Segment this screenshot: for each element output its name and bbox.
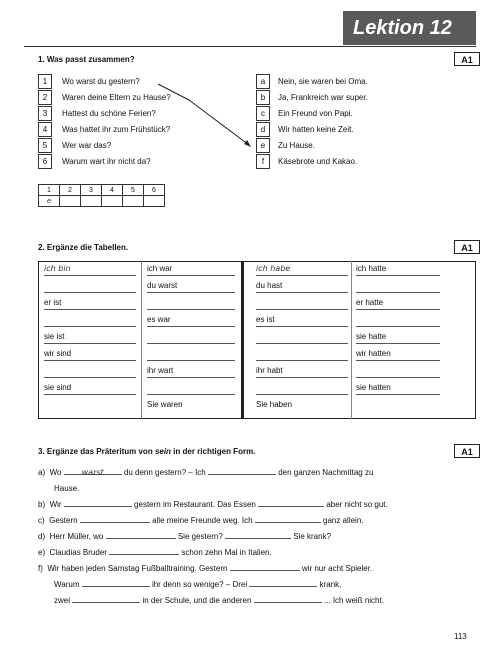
question-number: 5 — [38, 138, 52, 153]
answer-text: Nein, sie waren bei Oma. — [278, 77, 368, 86]
table-underline — [44, 343, 136, 344]
table-underline — [256, 343, 348, 344]
table-underline — [44, 377, 136, 378]
question-text: Wer war das? — [62, 141, 112, 150]
table-underline — [256, 360, 348, 361]
answer-text: Käsebrote und Kakao. — [278, 157, 358, 166]
answer-letter: a — [256, 74, 270, 89]
table-underline — [44, 292, 136, 293]
question-number: 1 — [38, 74, 52, 89]
table-underline — [147, 275, 235, 276]
table-underline — [356, 360, 440, 361]
question-text: Warum wart ihr nicht da? — [62, 157, 151, 166]
item-a: a) Wo warst du denn gestern? – Ich den ganzen Nachmittag zu — [38, 465, 478, 481]
table-underline — [147, 377, 235, 378]
blank-f3[interactable] — [249, 577, 317, 587]
table-underline — [356, 292, 440, 293]
table-cell: wir sind — [44, 349, 72, 358]
answer-text: Ein Freund von Papi. — [278, 109, 353, 118]
item-b: b) Wir gestern im Restaurant. Das Essen aber nicht so gut. — [38, 497, 478, 513]
grid-answer[interactable]: e — [39, 196, 60, 207]
item-f: f) Wir haben jeden Samstag Fußballtraining. Gestern wir nur acht Spieler. — [38, 561, 478, 577]
item-c: c) Gestern alle meine Freunde weg. Ich ganz allein. — [38, 513, 478, 529]
blank-c2[interactable] — [255, 513, 321, 523]
exercise-3-title: 3. Ergänze das Präteritum von sein in der richtigen Form. — [38, 447, 256, 456]
matching-arrows — [0, 0, 500, 200]
question-text: Was hattet ihr zum Frühstück? — [62, 125, 171, 134]
answer-letter: c — [256, 106, 270, 121]
table-underline — [147, 326, 235, 327]
table-cell: sie sind — [44, 383, 72, 392]
question-number: 3 — [38, 106, 52, 121]
question-text: Waren deine Eltern zu Hause? — [62, 93, 171, 102]
grid-answer[interactable] — [60, 196, 81, 207]
answer-letter: f — [256, 154, 270, 169]
table-cell: du warst — [147, 281, 178, 290]
item-a-cont: Hause. — [54, 484, 80, 493]
grid-number: 6 — [144, 185, 165, 196]
exercise-1-answer-grid — [38, 184, 165, 207]
grid-number: 1 — [39, 185, 60, 196]
question-text: Wo warst du gestern? — [62, 77, 140, 86]
level-badge-2: A1 — [454, 240, 480, 254]
table-underline — [147, 394, 235, 395]
blank-f4[interactable] — [72, 593, 140, 603]
grid-answer[interactable] — [81, 196, 102, 207]
lesson-title: Lektion 12 — [343, 11, 476, 45]
table-underline — [256, 377, 348, 378]
table-underline — [356, 343, 440, 344]
grid-number: 2 — [60, 185, 81, 196]
blank-f5[interactable] — [254, 593, 322, 603]
page-number: 113 — [454, 632, 467, 641]
blank-b1[interactable] — [64, 497, 132, 507]
table-underline — [256, 292, 348, 293]
table-underline — [44, 326, 136, 327]
item-e: e) Claudias Bruder schon zehn Mal in Italien. — [38, 545, 478, 561]
table-underline — [256, 394, 348, 395]
table-cell: sie ist — [44, 332, 65, 341]
table-underline — [356, 275, 440, 276]
table-cell: sie hatten — [356, 383, 391, 392]
blank-f1[interactable] — [230, 561, 300, 571]
table-divider — [241, 261, 244, 419]
grid-number: 4 — [102, 185, 123, 196]
blank-d1[interactable] — [106, 529, 176, 539]
table-cell: Sie waren — [147, 400, 183, 409]
table-cell: ihr habt — [256, 366, 283, 375]
answer-letter: e — [256, 138, 270, 153]
table-underline — [44, 275, 136, 276]
table-underline — [256, 275, 348, 276]
question-number: 6 — [38, 154, 52, 169]
table-cell: ich habe — [256, 264, 291, 273]
table-underline — [256, 326, 348, 327]
table-cell: er hatte — [356, 298, 384, 307]
exercise-2-title: 2. Ergänze die Tabellen. — [38, 243, 129, 252]
item-f-cont-2: zwei in der Schule, und die anderen ... Ich weiß nicht. — [38, 593, 478, 609]
item-d: d) Herr Müller, wo Sie gestern? Sie krank? — [38, 529, 478, 545]
table-underline — [356, 394, 440, 395]
table-underline — [356, 309, 440, 310]
grid-answer[interactable] — [102, 196, 123, 207]
answer-text: Ja, Frankreich war super. — [278, 93, 368, 102]
right-column-divider — [351, 261, 352, 419]
blank-a2[interactable] — [208, 465, 276, 475]
table-cell: es war — [147, 315, 171, 324]
left-column-divider — [141, 261, 142, 419]
table-underline — [147, 360, 235, 361]
grid-number: 3 — [81, 185, 102, 196]
question-number: 4 — [38, 122, 52, 137]
blank-f2[interactable] — [82, 577, 150, 587]
item-f-cont-1: Warum ihr denn so wenige? – Drei krank, — [38, 577, 478, 593]
exercise-3-body — [38, 465, 478, 609]
table-cell: wir hatten — [356, 349, 391, 358]
table-underline — [44, 394, 136, 395]
table-cell: du hast — [256, 281, 283, 290]
grid-answer[interactable] — [123, 196, 144, 207]
arrow-line-1 — [158, 84, 189, 100]
blank-e1[interactable] — [109, 545, 179, 555]
blank-c1[interactable] — [80, 513, 150, 523]
blank-a1[interactable]: warst — [64, 465, 122, 475]
table-cell: er ist — [44, 298, 62, 307]
blank-b2[interactable] — [258, 497, 324, 507]
table-cell: ich bin — [44, 264, 71, 273]
answer-letter: d — [256, 122, 270, 137]
answer-text: Wir hatten keine Zeit. — [278, 125, 354, 134]
blank-d2[interactable] — [225, 529, 291, 539]
table-cell: es ist — [256, 315, 275, 324]
table-cell: sie hatte — [356, 332, 387, 341]
arrow-head — [244, 140, 251, 147]
answer-letter: b — [256, 90, 270, 105]
table-cell: ich war — [147, 264, 173, 273]
table-cell: Sie haben — [256, 400, 293, 409]
table-underline — [44, 360, 136, 361]
table-underline — [356, 326, 440, 327]
table-cell: ich hatte — [356, 264, 387, 273]
exercise-1-title: 1. Was passt zusammen? — [38, 55, 135, 64]
grid-answer[interactable] — [144, 196, 165, 207]
question-number: 2 — [38, 90, 52, 105]
table-underline — [256, 309, 348, 310]
grid-number: 5 — [123, 185, 144, 196]
table-underline — [147, 309, 235, 310]
level-badge-3: A1 — [454, 444, 480, 458]
level-badge-1: A1 — [454, 52, 480, 66]
table-cell: ihr wart — [147, 366, 174, 375]
table-underline — [44, 309, 136, 310]
table-underline — [356, 377, 440, 378]
answer-text: Zu Hause. — [278, 141, 315, 150]
question-text: Hattest du schöne Ferien? — [62, 109, 156, 118]
arrow-line-2 — [189, 100, 249, 145]
table-underline — [147, 292, 235, 293]
table-underline — [147, 343, 235, 344]
